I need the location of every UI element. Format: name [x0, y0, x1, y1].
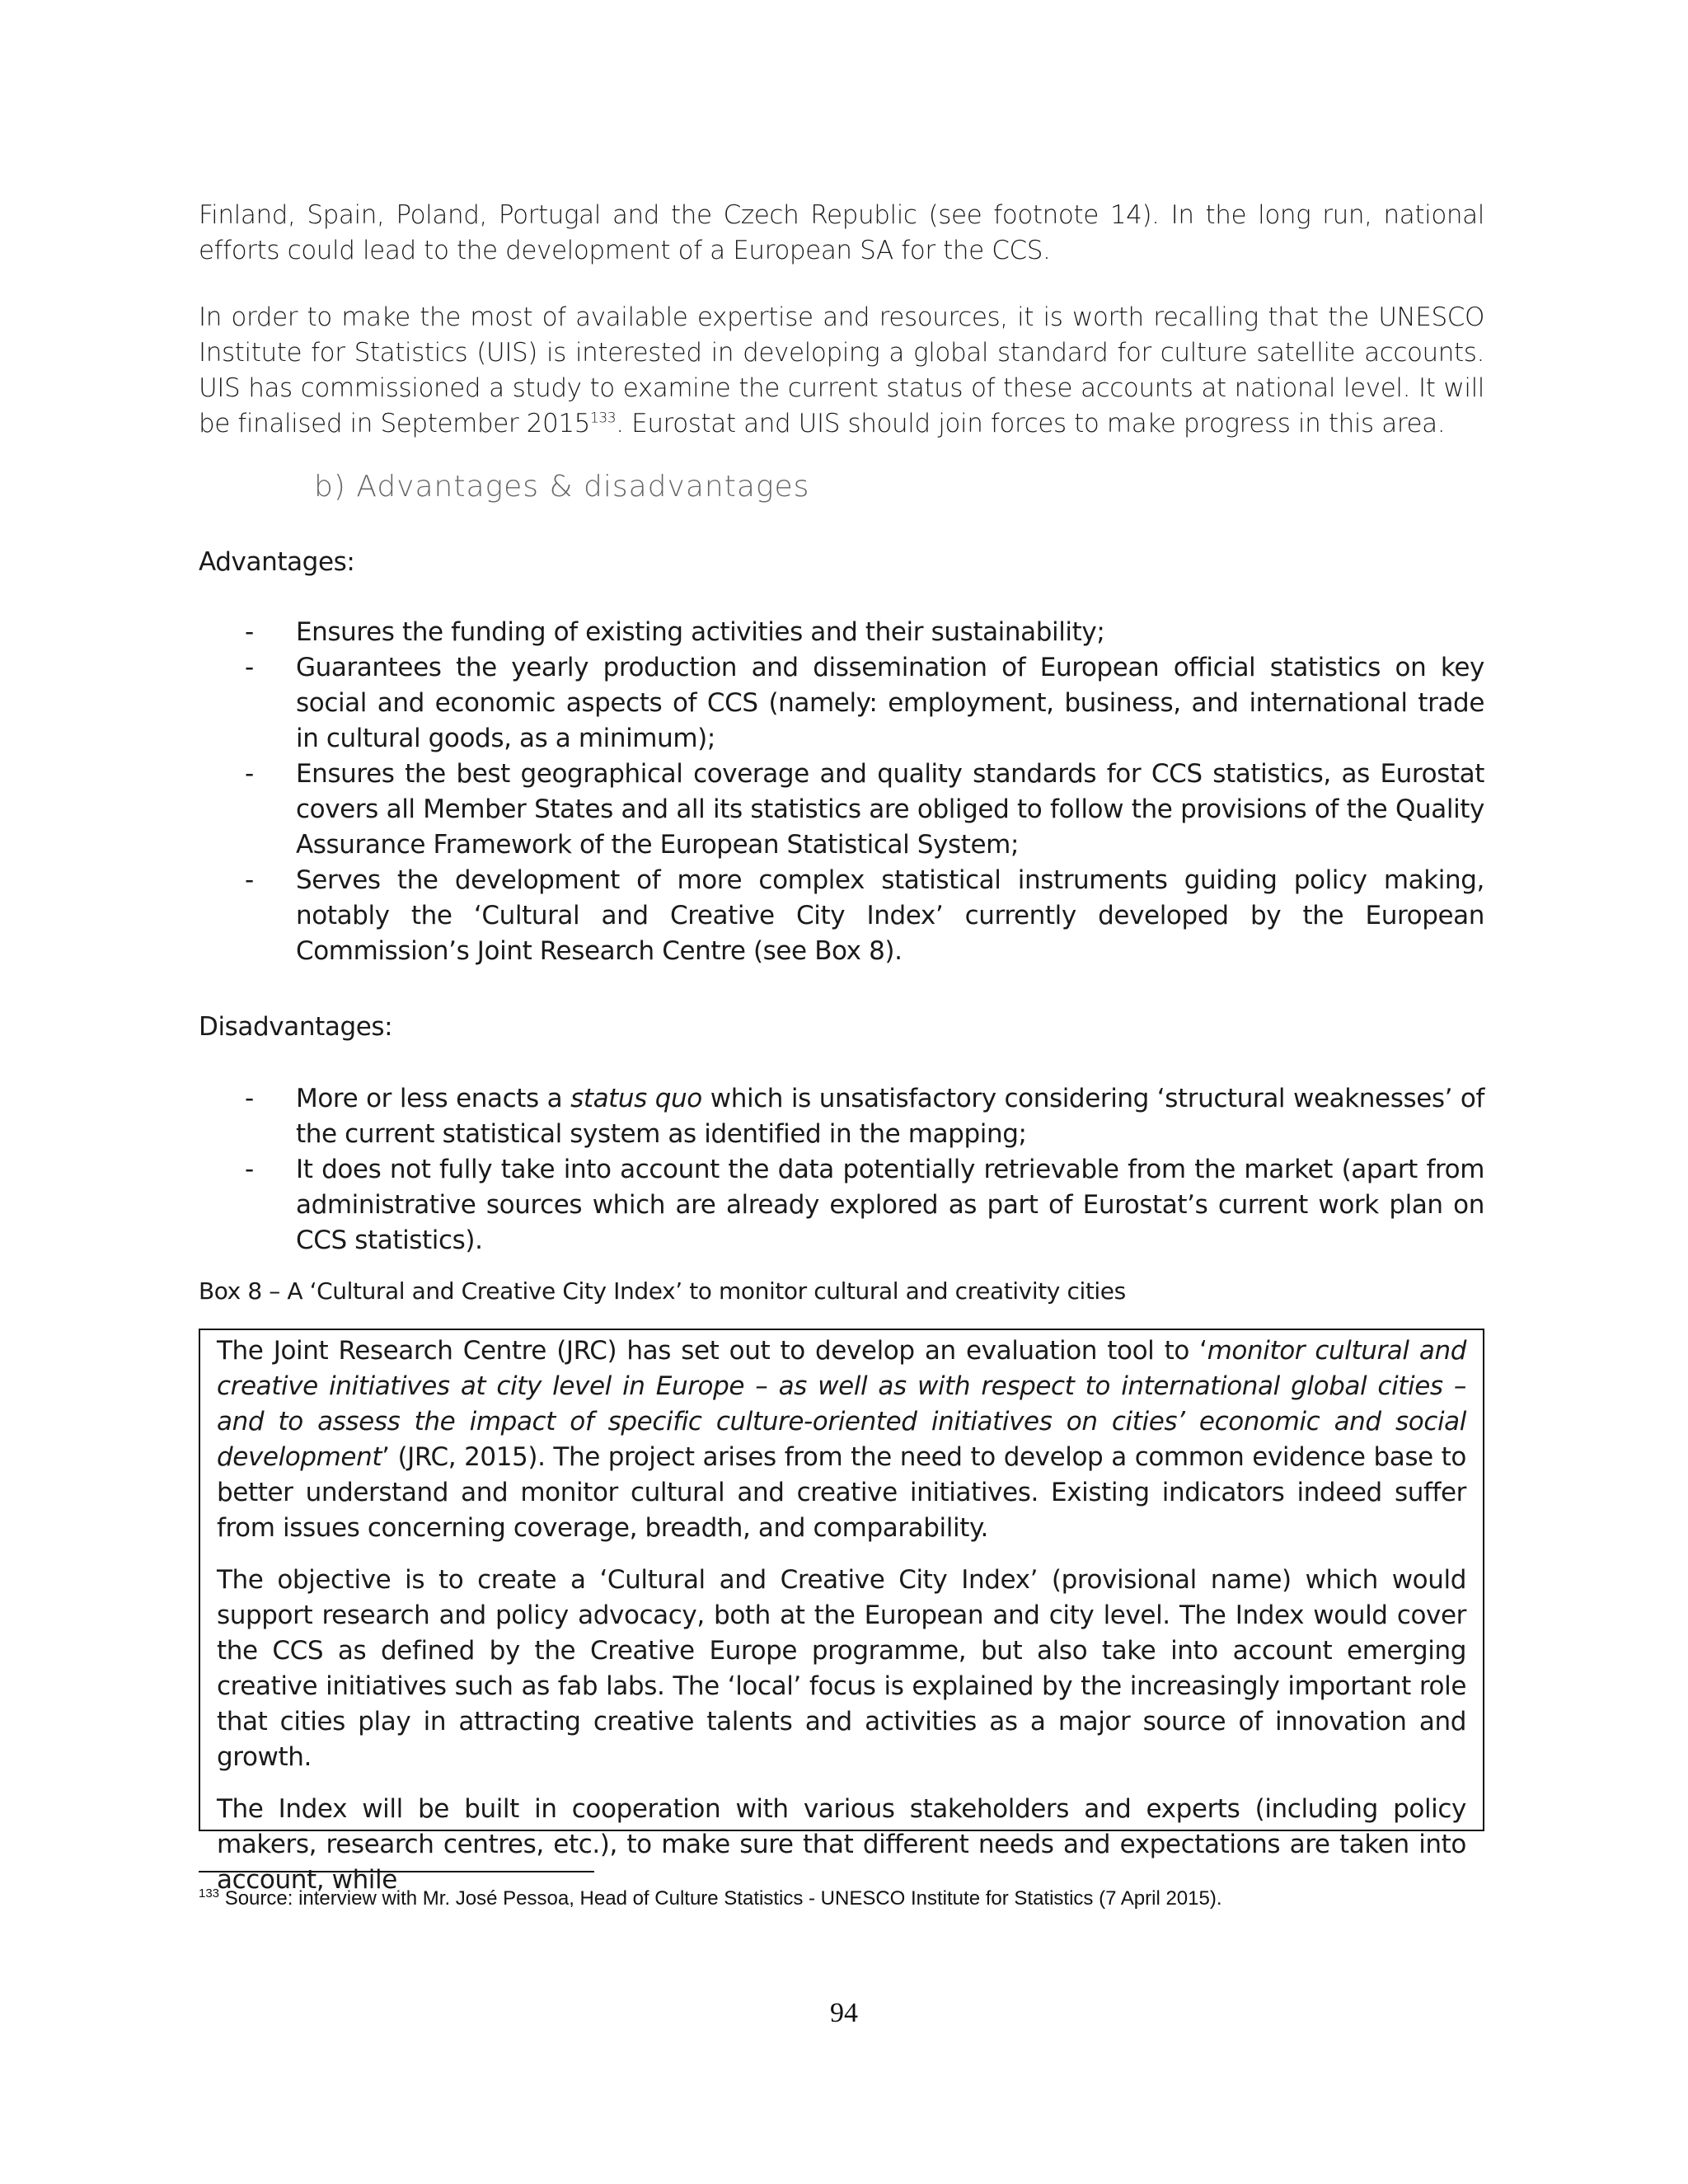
bullet-dash: -	[245, 617, 254, 647]
box-paragraph-text-end: ’ (JRC, 2015). The project arises from the need to develop a common evidence base to better understand and monitor cultural and creative initiatives. Existing indicators indeed suffer from issues concerning coverage, breadth, and comparability.	[217, 1442, 1466, 1543]
list-item-text: Guarantees the yearly production and dissemination of European official statistics on key social and economic aspects of CCS (namely: employment, business, and international trade in cultural goods, as a minimum);	[296, 653, 1484, 753]
box-paragraph	[217, 1333, 1466, 1546]
paragraph-unesco-text-end: . Eurostat and UIS should join forces to make progress in this area.	[616, 409, 1446, 438]
bullet-dash: -	[245, 759, 254, 789]
box-title: Box 8 – A ‘Cultural and Creative City Index’ to monitor cultural and creativity cities	[199, 1277, 1126, 1305]
paragraph-intro: Finland, Spain, Poland, Portugal and the Czech Republic (see footnote 14). In the long run, national efforts could lead to the development of a European SA for the CCS.	[199, 200, 1484, 265]
footnote-reference[interactable]: 133	[589, 410, 617, 427]
footnote-text: Source: interview with Mr. José Pessoa, Head of Culture Statistics - UNESCO Institute for Statistics (7 April 2015).	[219, 1887, 1222, 1910]
list-item-text: More or less enacts a	[296, 1084, 571, 1113]
disadvantages-list	[199, 1081, 1484, 1258]
list-item	[199, 650, 1484, 757]
bullet-dash: -	[245, 1084, 254, 1113]
bullet-dash: -	[245, 1155, 254, 1184]
list-item-text: Ensures the funding of existing activities and their sustainability;	[296, 617, 1105, 647]
list-item	[199, 757, 1484, 863]
box-paragraph: The Index will be built in cooperation with various stakeholders and experts (including policy makers, research centres, etc.), to make sure that different needs and expectations are taken into account, while	[217, 1794, 1466, 1895]
section-subheading: b) Advantages & disadvantages	[314, 470, 810, 504]
paragraph-unesco-text: In order to make the most of available expertise and resources, it is worth recalling that the UNESCO Institute for Statistics (UIS) is interested in developing a global standard for culture satellite accounts. UIS has commissioned a study to examine the current status of these accounts at national level. It will be finalised in September 2015	[199, 302, 1484, 438]
list-item-text: Ensures the best geographical coverage and quality standards for CCS statistics, as Eurostat covers all Member States and all its statistics are obliged to follow the provisions of the Quality Assurance Framework of the European Statistical System;	[296, 759, 1484, 860]
list-item	[199, 863, 1484, 969]
footnote-divider	[199, 1871, 594, 1872]
box-paragraph-text: The Joint Research Centre (JRC) has set out to develop an evaluation tool to ‘	[217, 1336, 1207, 1366]
list-item-italic: status quo	[570, 1084, 702, 1113]
paragraph-unesco	[199, 300, 1484, 442]
list-item	[199, 615, 1484, 650]
advantages-list	[199, 615, 1484, 969]
footnote-number: 133	[199, 1886, 220, 1900]
list-item	[199, 1081, 1484, 1152]
list-item	[199, 1152, 1484, 1258]
box-paragraph: The objective is to create a ‘Cultural and Creative City Index’ (provisional name) which would support research and policy advocacy, both at the European and city level. The Index would cover the CCS as defined by the Creative Europe programme, but also take into account emerging creative initiatives such as fab labs. The ‘local’ focus is explained by the increasingly important role that cities play in attracting creative talents and activities as a major source of innovation and growth.	[217, 1565, 1466, 1772]
list-item-text: It does not fully take into account the data potentially retrievable from the market (apart from administrative sources which are already explored as part of Eurostat’s current work plan on CCS statistics).	[296, 1155, 1484, 1255]
box-quote-italic: monitor cultural and creative initiatives at city level in Europe – as well as with respect to international global cities – and to assess the impact of specific culture-oriented initiatives on cities’ economic and social development	[217, 1336, 1466, 1472]
bullet-dash: -	[245, 653, 254, 682]
disadvantages-label: Disadvantages:	[199, 1012, 393, 1042]
page-number: 94	[830, 1998, 858, 2028]
list-item-text-end: which is unsatisfactory considering ‘structural weaknesses’ of the current statistical system as identified in the mapping;	[296, 1084, 1485, 1149]
advantages-label: Advantages:	[199, 547, 355, 577]
list-item-text: Serves the development of more complex statistical instruments guiding policy making, notably the ‘Cultural and Creative City Index’ currently developed by the European Commission’s Joint Research Centre (see Box 8).	[296, 865, 1484, 966]
footnote	[199, 1887, 1222, 1910]
bullet-dash: -	[245, 865, 254, 895]
